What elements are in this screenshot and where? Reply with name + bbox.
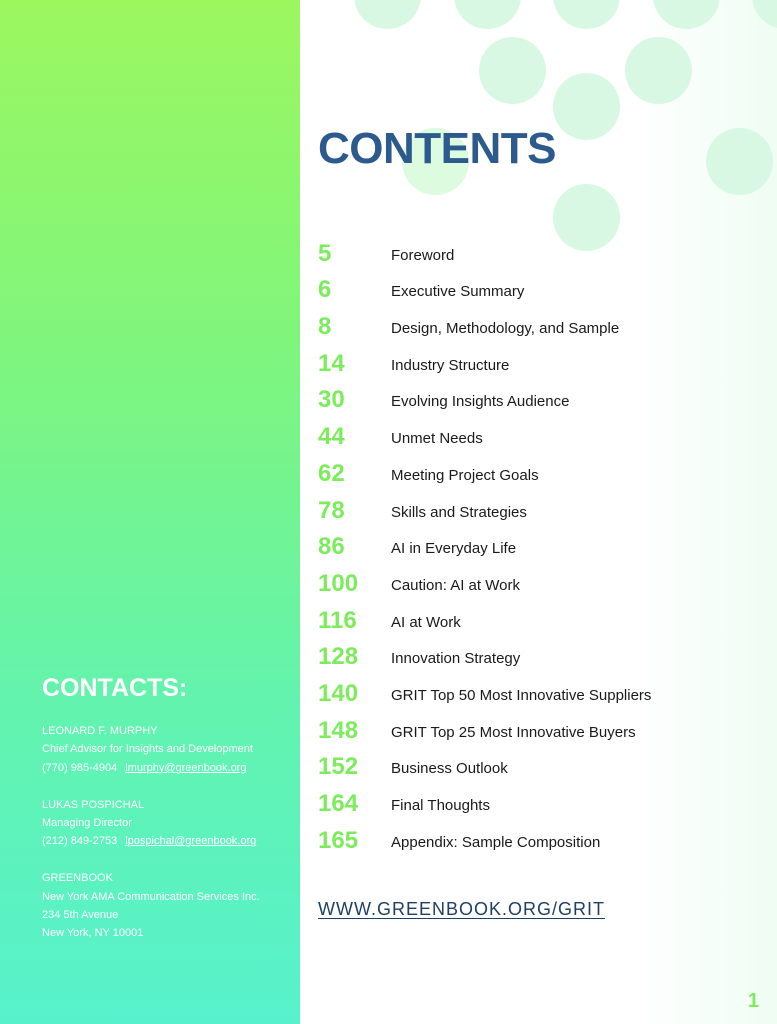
toc-section-title: GRIT Top 50 Most Innovative Suppliers (391, 686, 652, 704)
organization-address (42, 869, 292, 943)
decorative-dot (479, 37, 546, 104)
toc-section-title: AI in Everyday Life (391, 540, 517, 558)
toc-entry[interactable] (318, 819, 758, 856)
toc-page-number: 14 (318, 349, 345, 377)
toc-section-title: Caution: AI at Work (391, 576, 520, 594)
toc-page-number: 44 (318, 423, 345, 451)
organization-street: 234 5th Avenue (42, 909, 119, 922)
toc-entry[interactable] (318, 415, 758, 452)
toc-page-number: 78 (318, 496, 345, 524)
toc-section-title: Innovation Strategy (391, 650, 521, 668)
toc-section-title: Unmet Needs (391, 430, 483, 448)
contacts-section (42, 722, 292, 961)
toc-section-title: Skills and Strategies (391, 503, 527, 521)
toc-entry[interactable] (318, 636, 758, 673)
decorative-dot (553, 73, 620, 140)
toc-page-number: 62 (318, 459, 345, 487)
toc-entry[interactable] (318, 269, 758, 306)
contact-name: LEONARD F. MURPHY (42, 725, 158, 737)
toc-section-title: Final Thoughts (391, 797, 490, 814)
toc-page-number: 165 (318, 826, 359, 854)
toc-section-title: Evolving Insights Audience (391, 393, 570, 411)
toc-entry[interactable] (318, 709, 758, 746)
toc-section-title: Design, Methodology, and Sample (391, 320, 620, 338)
toc-page-number: 86 (318, 533, 345, 561)
toc-page-number: 6 (318, 276, 332, 304)
toc-page-number: 148 (318, 716, 359, 744)
toc-entry[interactable] (318, 562, 758, 599)
contacts-heading: CONTACTS: (42, 674, 188, 702)
toc-page-number: 152 (318, 753, 359, 781)
contact-phone: (770) 985-4904 (42, 761, 118, 774)
toc-section-title: Business Outlook (391, 760, 508, 778)
toc-entry[interactable] (318, 305, 758, 342)
toc-page-number: 30 (318, 386, 345, 414)
page-title: CONTENTS (318, 124, 556, 173)
contact-email-link[interactable]: lmurphy@greenbook.org (125, 761, 247, 774)
toc-entry[interactable] (318, 452, 758, 489)
toc-entry[interactable] (318, 746, 758, 783)
toc-section-title: AI at Work (391, 613, 461, 631)
toc-entry[interactable] (318, 489, 758, 526)
toc-page-number: 100 (318, 569, 359, 597)
contact-details (42, 832, 292, 850)
toc-entry[interactable] (318, 672, 758, 709)
toc-entry[interactable] (318, 782, 758, 819)
decorative-dot (706, 128, 773, 195)
contact-card (42, 796, 292, 851)
decorative-dot (625, 37, 692, 104)
toc-page-number: 164 (318, 790, 359, 817)
toc-page-number: 128 (318, 643, 359, 671)
contact-email-link[interactable]: lpospichal@greenbook.org (125, 835, 257, 848)
toc-entry[interactable] (318, 232, 758, 269)
toc-entry[interactable] (318, 599, 758, 636)
toc-entry[interactable] (318, 526, 758, 563)
toc-section-title: Industry Structure (391, 356, 510, 374)
contact-name: LUKAS POSPICHAL (42, 798, 145, 811)
contact-role: Managing Director (42, 817, 132, 830)
toc-section-title: Meeting Project Goals (391, 466, 539, 484)
toc-section-title: GRIT Top 25 Most Innovative Buyers (391, 723, 636, 741)
toc-page-number: 5 (318, 239, 332, 267)
organization-company: New York AMA Communication Services Inc. (42, 890, 260, 903)
contact-role: Chief Advisor for Insights and Development (42, 743, 253, 756)
toc-entry[interactable] (318, 379, 758, 416)
toc-entry[interactable] (318, 342, 758, 379)
toc-section-title: Foreword (391, 246, 455, 264)
toc-section-title: Executive Summary (391, 283, 525, 301)
organization-city: New York, NY 10001 (42, 927, 144, 940)
toc-page-number: 116 (318, 606, 357, 634)
toc-page-number: 8 (318, 313, 332, 341)
table-of-contents (318, 232, 758, 856)
website-link[interactable]: WWW.GREENBOOK.ORG/GRIT (318, 899, 605, 919)
contact-phone: (212) 849-2753 (42, 835, 118, 848)
toc-section-title: Appendix: Sample Composition (391, 833, 601, 851)
organization-name: GREENBOOK (42, 872, 113, 885)
contact-card (42, 722, 292, 777)
page-number: 1 (747, 990, 759, 1012)
contact-details (42, 759, 292, 777)
toc-page-number: 140 (318, 679, 359, 707)
